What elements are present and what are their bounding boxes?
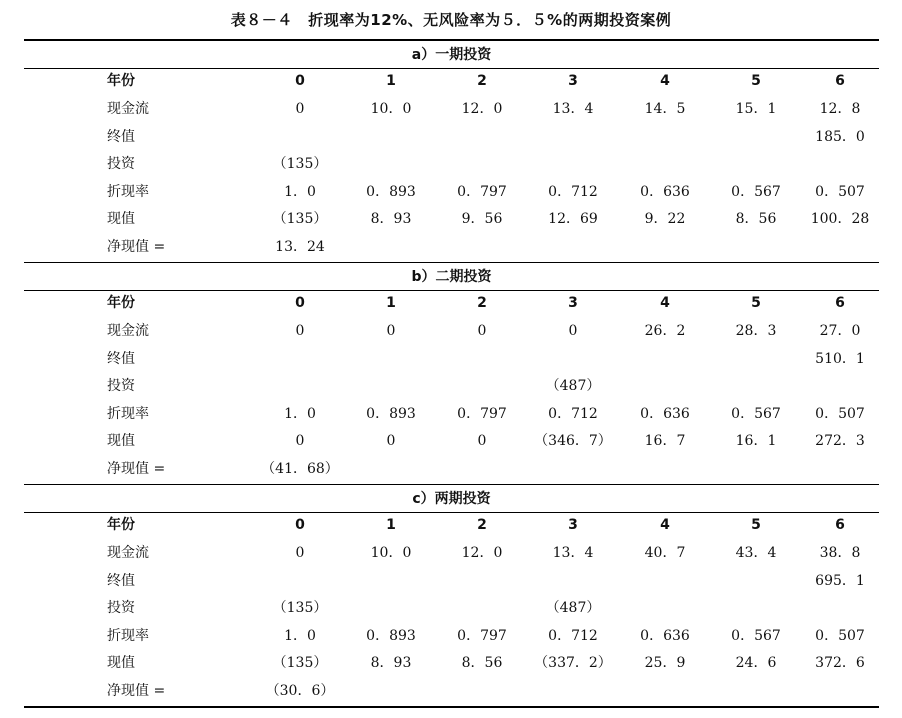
- cell-year-2: 8．56: [461, 655, 503, 671]
- bottom-rule: [24, 706, 879, 708]
- cell-year-0: 1．0: [284, 183, 316, 200]
- cell-year-5: 8．56: [735, 211, 777, 227]
- cell-year-6: 185．0: [815, 128, 865, 145]
- header-year-2: 2: [477, 295, 487, 311]
- cell-year-4: 9．22: [644, 211, 686, 227]
- investment-row: [0, 374, 902, 401]
- cell-year-5: 28．3: [735, 323, 777, 339]
- cell-year-3: 13．4: [552, 101, 594, 117]
- cell-year-4: 14．5: [644, 101, 686, 117]
- cell-year-1: 0．893: [366, 183, 416, 200]
- cell-year-3: 12．69: [548, 211, 598, 227]
- header-year-4: 4: [660, 517, 670, 533]
- cell-year-1: 0: [386, 323, 396, 339]
- row-label: 投资: [107, 156, 135, 172]
- section-heading: c）两期投资: [412, 491, 491, 507]
- present-value-row: [0, 207, 902, 234]
- row-label: 终值: [107, 572, 135, 589]
- header-year-3: 3: [568, 517, 578, 533]
- cell-year-1: 10．0: [370, 101, 412, 117]
- header-year-5: 5: [751, 517, 761, 533]
- header-year-1: 1: [386, 295, 396, 311]
- cell-year-0: 0: [295, 323, 305, 339]
- section-rule: [24, 484, 879, 485]
- cell-year-6: 372．6: [815, 655, 865, 671]
- cell-year-4: 0．636: [640, 627, 690, 644]
- cell-year-4: 26．2: [644, 323, 686, 339]
- terminal-value-row: [0, 569, 902, 596]
- npv-row: [0, 457, 902, 484]
- cell-year-4: 0．636: [640, 405, 690, 422]
- header-year-6: 6: [835, 517, 845, 533]
- cell-year-0: 13．24: [275, 238, 325, 255]
- discount-rate-row: [0, 624, 902, 651]
- header-year-2: 2: [477, 73, 487, 89]
- investment-row: [0, 596, 902, 623]
- cell-year-3: 0: [568, 323, 578, 339]
- cell-year-5: 24．6: [735, 655, 777, 671]
- row-label: 年份: [107, 517, 135, 533]
- cell-year-6: 0．507: [815, 627, 865, 644]
- present-value-row: [0, 429, 902, 456]
- header-year-1: 1: [386, 517, 396, 533]
- cell-year-6: 0．507: [815, 183, 865, 200]
- cell-year-6: 0．507: [815, 405, 865, 422]
- cell-year-0: （135）: [272, 211, 328, 227]
- cell-year-1: 0: [386, 433, 396, 449]
- npv-row: [0, 235, 902, 262]
- cell-year-3: （487）: [545, 378, 601, 394]
- cell-year-0: 0: [295, 101, 305, 117]
- cash-flow-row: [0, 319, 902, 346]
- cell-year-2: 0．797: [457, 627, 507, 644]
- cell-year-6: 12．8: [819, 101, 861, 117]
- header-year-0: 0: [295, 517, 305, 533]
- present-value-row: [0, 651, 902, 678]
- header-year-1: 1: [386, 73, 396, 89]
- cell-year-5: 0．567: [731, 405, 781, 422]
- row-label: 净现值 =: [107, 682, 166, 699]
- table-title: 表８－４ 折现率为12%、无风险率为５．５%的两期投资案例: [230, 11, 672, 29]
- row-label: 终值: [107, 350, 135, 367]
- cell-year-5: 16．1: [735, 433, 777, 449]
- cell-year-5: 43．4: [735, 545, 777, 561]
- cell-year-5: 0．567: [731, 183, 781, 200]
- row-label: 终值: [107, 128, 135, 145]
- header-year-0: 0: [295, 73, 305, 89]
- row-label: 现金流: [107, 101, 149, 117]
- cash-flow-row: [0, 541, 902, 568]
- cell-year-2: 9．56: [461, 211, 503, 227]
- cell-year-2: 0: [477, 323, 487, 339]
- header-year-0: 0: [295, 295, 305, 311]
- cell-year-2: 0: [477, 433, 487, 449]
- row-label: 现金流: [107, 323, 149, 339]
- cell-year-5: 0．567: [731, 627, 781, 644]
- header-row: [0, 513, 902, 540]
- cell-year-2: 12．0: [461, 101, 503, 117]
- cell-year-0: （30．6）: [265, 682, 335, 699]
- cell-year-0: （135）: [272, 600, 328, 616]
- header-row: [0, 69, 902, 96]
- row-label: 折现率: [107, 627, 149, 644]
- cell-year-3: 0．712: [548, 627, 598, 644]
- header-year-3: 3: [568, 73, 578, 89]
- investment-row: [0, 152, 902, 179]
- cell-year-0: （135）: [272, 156, 328, 172]
- cell-year-4: 40．7: [644, 545, 686, 561]
- header-year-6: 6: [835, 295, 845, 311]
- header-year-4: 4: [660, 73, 670, 89]
- cell-year-6: 272．3: [815, 433, 865, 449]
- npv-row: [0, 679, 902, 706]
- cell-year-6: 38．8: [819, 545, 861, 561]
- header-year-3: 3: [568, 295, 578, 311]
- header-year-6: 6: [835, 73, 845, 89]
- cell-year-0: 1．0: [284, 627, 316, 644]
- row-label: 现值: [107, 211, 135, 227]
- row-label: 现金流: [107, 545, 149, 561]
- header-year-4: 4: [660, 295, 670, 311]
- cell-year-3: 0．712: [548, 405, 598, 422]
- row-label: 年份: [107, 295, 135, 311]
- cell-year-6: 27．0: [819, 323, 861, 339]
- row-label: 投资: [107, 600, 135, 616]
- row-label: 折现率: [107, 405, 149, 422]
- cell-year-3: （346．7）: [534, 433, 612, 449]
- section-heading: a）一期投资: [411, 47, 492, 63]
- header-year-5: 5: [751, 295, 761, 311]
- cell-year-6: 695．1: [815, 572, 865, 589]
- top-rule: [24, 39, 879, 41]
- cell-year-5: 15．1: [735, 101, 777, 117]
- cell-year-1: 8．93: [370, 211, 412, 227]
- cell-year-0: （135）: [272, 655, 328, 671]
- header-row: [0, 291, 902, 318]
- header-year-2: 2: [477, 517, 487, 533]
- cell-year-2: 0．797: [457, 183, 507, 200]
- terminal-value-row: [0, 347, 902, 374]
- header-year-5: 5: [751, 73, 761, 89]
- cell-year-2: 0．797: [457, 405, 507, 422]
- cell-year-0: （41．68）: [261, 460, 339, 477]
- cell-year-3: （487）: [545, 600, 601, 616]
- row-label: 折现率: [107, 183, 149, 200]
- cell-year-0: 1．0: [284, 405, 316, 422]
- row-label: 年份: [107, 73, 135, 89]
- cell-year-2: 12．0: [461, 545, 503, 561]
- discount-rate-row: [0, 180, 902, 207]
- row-label: 投资: [107, 378, 135, 394]
- cell-year-6: 100．28: [810, 211, 870, 227]
- cell-year-3: 13．4: [552, 545, 594, 561]
- cell-year-0: 0: [295, 545, 305, 561]
- cash-flow-row: [0, 97, 902, 124]
- cell-year-4: 16．7: [644, 433, 686, 449]
- cell-year-6: 510．1: [815, 350, 865, 367]
- row-label: 现值: [107, 433, 135, 449]
- cell-year-1: 0．893: [366, 627, 416, 644]
- cell-year-4: 25．9: [644, 655, 686, 671]
- discount-rate-row: [0, 402, 902, 429]
- cell-year-4: 0．636: [640, 183, 690, 200]
- section-rule: [24, 262, 879, 263]
- section-heading: b）二期投资: [411, 269, 492, 285]
- cell-year-0: 0: [295, 433, 305, 449]
- cell-year-3: （337．2）: [534, 655, 612, 671]
- cell-year-1: 8．93: [370, 655, 412, 671]
- cell-year-1: 0．893: [366, 405, 416, 422]
- row-label: 净现值 =: [107, 238, 166, 255]
- row-label: 现值: [107, 655, 135, 671]
- terminal-value-row: [0, 125, 902, 152]
- cell-year-3: 0．712: [548, 183, 598, 200]
- cell-year-1: 10．0: [370, 545, 412, 561]
- row-label: 净现值 =: [107, 460, 166, 477]
